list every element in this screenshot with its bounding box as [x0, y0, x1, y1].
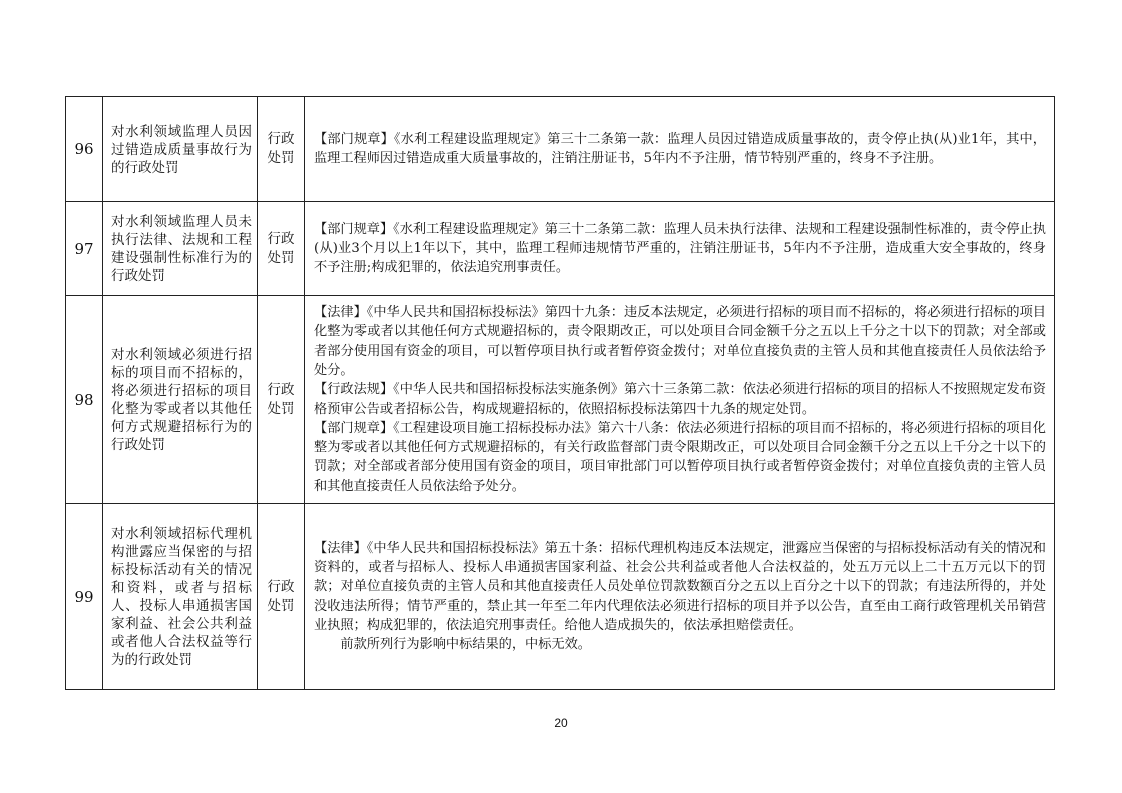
- basis-paragraph: 【法律】《中华人民共和国招标投标法》第五十条：招标代理机构违反本法规定，泄露应当保密的与招标投标活动有关的情况和资料的，或者与招标人、投标人串通损害国家利益、社会公共利益或者他人合法权益的，处五万元以上二十五万元以下的罚款；对单位直接负责的主管人员和其他直接责任人员处单位罚款数额百分之五以上百分之十以下的罚款；有违法所得的，并处没收违法所得；情节严重的，禁止其一年至二年内代理依法必须进行招标的项目并予以公告，直至由工商行政管理机关吊销营业执照；构成犯罪的，依法追究刑事责任。给他人造成损失的，依法承担赔偿责任。: [314, 540, 1046, 633]
- row-number: 98: [66, 296, 103, 504]
- item-name: 对水利领域监理人员因过错造成质量事故行为的行政处罚: [103, 97, 258, 202]
- penalty-type: 行政处罚: [258, 296, 305, 504]
- legal-basis: [305, 296, 1055, 504]
- item-name: 对水利领域必须进行招标的项目而不招标的，将必须进行招标的项目化整为零或者以其他任何方式规避招标行为的行政处罚: [103, 296, 258, 504]
- legal-basis: [305, 504, 1055, 690]
- basis-paragraph: 【部门规章】《水利工程建设监理规定》第三十二条第二款：监理人员未执行法律、法规和工程建设强制性标准的，责令停止执(从)业3个月以上1年以下，其中，监理工程师违规情节严重的，注销注册证书，5年内不予注册，造成重大安全事故的，终身不予注册;构成犯罪的，依法追究刑事责任。: [314, 221, 1046, 276]
- legal-basis: [305, 97, 1055, 202]
- row-number: 96: [66, 97, 103, 202]
- row-number: 99: [66, 504, 103, 690]
- penalty-type: 行政处罚: [258, 97, 305, 202]
- penalty-type: 行政处罚: [258, 504, 305, 690]
- basis-paragraph: 【部门规章】《工程建设项目施工招标投标办法》第六十八条：依法必须进行招标的项目而不招标的，将必须进行招标的项目化整为零或者以其他任何方式规避招标的，有关行政监督部门责令限期改正，可以处项目合同金额千分之五以上千分之十以下的罚款；对全部或者部分使用国有资金的项目，项目审批部门可以暂停项目执行或者暂停资金拨付；对单位直接负责的主管人员和其他直接责任人员依法给予处分。: [314, 420, 1046, 494]
- basis-paragraph: 前款所列行为影响中标结果的，中标无效。: [340, 637, 591, 653]
- row-number: 97: [66, 202, 103, 296]
- table-row: [66, 97, 1055, 202]
- legal-basis: [305, 202, 1055, 296]
- item-name: 对水利领域招标代理机构泄露应当保密的与招标投标活动有关的情况和资料，或者与招标人、投标人串通损害国家利益、社会公共利益或者他人合法权益等行为的行政处罚: [103, 504, 258, 690]
- basis-paragraph: 【部门规章】《水利工程建设监理规定》第三十二条第一款：监理人员因过错造成质量事故的，责令停止执(从)业1年，其中，监理工程师因过错造成重大质量事故的，注销注册证书，5年内不予注册，情节特别严重的，终身不予注册。: [314, 131, 1046, 166]
- table-row: [66, 504, 1055, 690]
- page-number: 20: [554, 716, 568, 730]
- table-row: [66, 296, 1055, 504]
- penalty-type: 行政处罚: [258, 202, 305, 296]
- penalty-table: [65, 96, 1055, 690]
- basis-paragraph: 【行政法规】《中华人民共和国招标投标法实施条例》第六十三条第二款：依法必须进行招标的项目的招标人不按照规定发布资格预审公告或者招标公告，构成规避招标的，依照招标投标法第四十九条的规定处罚。: [314, 382, 1046, 417]
- item-name: 对水利领域监理人员未执行法律、法规和工程建设强制性标准行为的行政处罚: [103, 202, 258, 296]
- table-row: [66, 202, 1055, 296]
- basis-paragraph: 【法律】《中华人民共和国招标投标法》第四十九条：违反本法规定，必须进行招标的项目而不招标的，将必须进行招标的项目化整为零或者以其他任何方式规避招标的，责令限期改正，可以处项目合同金额千分之五以上千分之十以下的罚款；对全部或者部分使用国有资金的项目，可以暂停项目执行或者暂停资金拨付；对单位直接负责的主管人员和其他直接责任人员依法给予处分。: [314, 305, 1046, 378]
